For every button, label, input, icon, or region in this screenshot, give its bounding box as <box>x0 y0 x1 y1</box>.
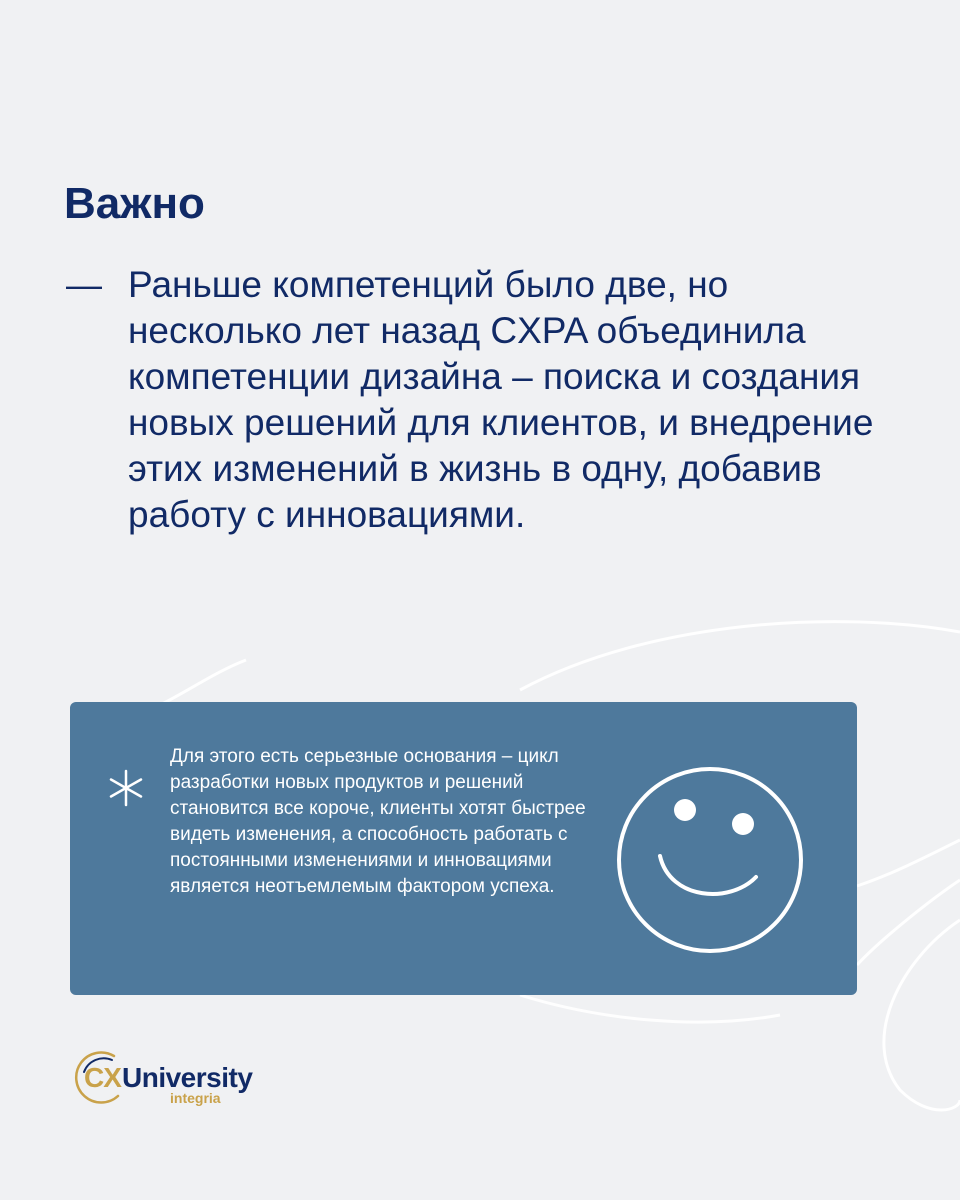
em-dash-marker: — <box>66 264 102 305</box>
callout-text: Для этого есть серьезные основания – цикл разработки новых продуктов и решений становится все короче, клиенты хотят быстрее видеть изменения, а способность работать с постоянными изменениями и инновациями является неотъемлемым фактором успеха. <box>170 746 586 897</box>
lead-text: Раньше компетенций было две, но несколько лет назад CXPA объединила компетенции дизайна – поиска и создания новых решений для клиентов, и внедрение этих изменений в жизнь в одну, добавив работу с инновациями. <box>128 264 874 535</box>
asterisk-icon <box>106 768 146 808</box>
logo-university: University <box>122 1062 253 1093</box>
callout-box <box>70 702 857 995</box>
smiley-icon <box>610 760 810 960</box>
logo-cx: CX <box>84 1062 121 1093</box>
brand-logo <box>74 1048 274 1108</box>
logo-integria: integria <box>170 1090 221 1106</box>
page-title: Важно <box>64 179 205 228</box>
